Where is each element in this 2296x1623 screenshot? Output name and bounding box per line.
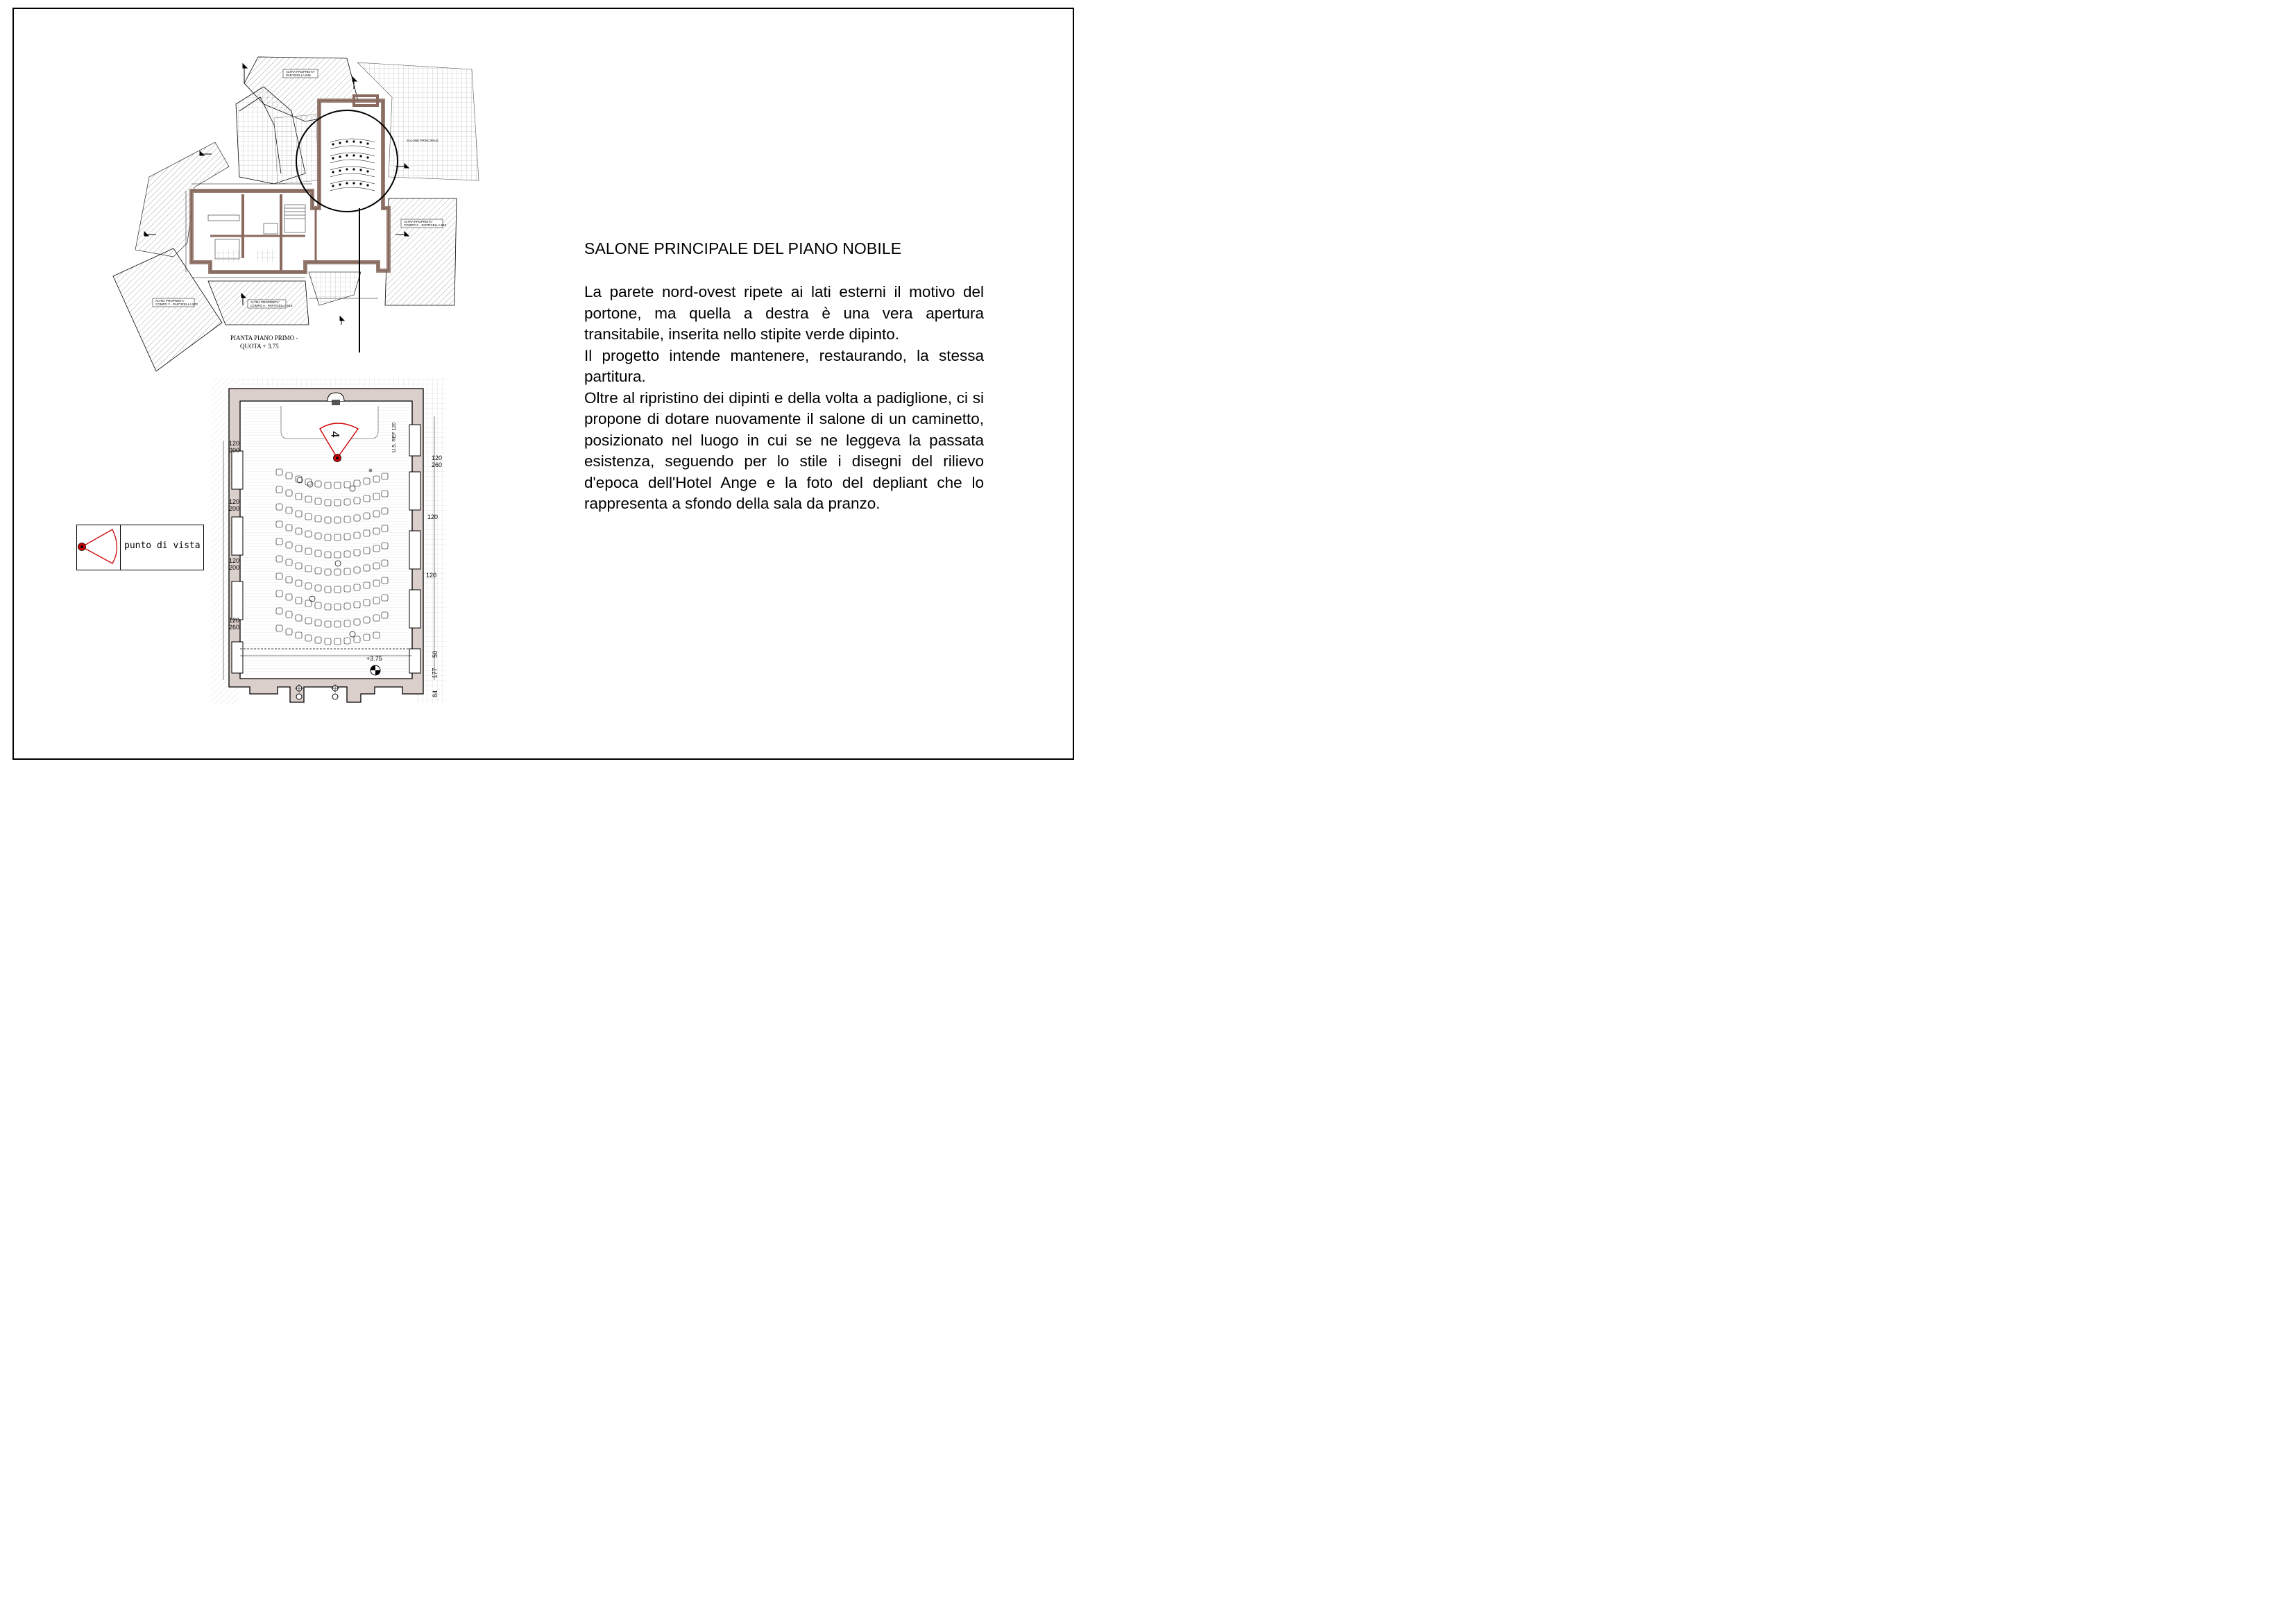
dim-left-2: 200 (229, 447, 240, 454)
plan-caption-line1: PIANTA PIANO PRIMO - (230, 334, 298, 341)
dim-bottom-right-2: 177 (431, 668, 439, 679)
label-comp-bm: COMPO A - PARTICELLA 518 (250, 304, 293, 307)
paragraph-1: La parete nord-ovest ripete ai lati esterni il motivo del portone, ma quella a destra è una vera apertura transitabile, inserita nello stipite verde dipinto. (584, 283, 984, 343)
dim-bottom-right-1: 50 (432, 650, 439, 658)
legend-label: punto di vista (124, 541, 201, 551)
dim-right-4: 120 (426, 572, 437, 579)
label-comp-bl: COMPO Y - PARTICELLA 973 (155, 303, 198, 306)
label-comp-right: COMPO C - PARTICELLA 518 (404, 223, 447, 227)
salone-detail-plan (212, 378, 445, 704)
label-particella-top: PARTICELLA 849 (286, 74, 311, 77)
property-right (385, 198, 457, 305)
label-altra-proprieta-right: ALTRA PROPRIETA' (404, 220, 433, 223)
label-altra-proprieta-bm: ALTRA PROPRIETA' (250, 300, 280, 304)
dim-left-7: 120 (229, 617, 240, 624)
dim-right-1: 120 (432, 454, 443, 461)
dim-right-2: 260 (432, 461, 443, 468)
plan-caption-line2: QUOTA + 3.75 (240, 343, 279, 350)
view-number: 4 (328, 431, 342, 438)
level-marker (371, 665, 380, 675)
property-bottom-left (113, 248, 222, 371)
dim-left-4: 200 (229, 505, 240, 512)
paragraph-3: Oltre al ripristino dei dipinti e della volta a padiglione, ci si propone di dotare nuovamente il salone di un caminetto, posizionato nel luogo in cui se ne leggeva la passata esistenza, seguendo per lo stile i disegni del rilievo d'epoca dell'Hotel Ange e la foto del depliant che lo rappresenta a sfondo della sala da pranzo. (584, 389, 984, 512)
section-title: SALONE PRINCIPALE DEL PIANO NOBILE (584, 239, 902, 257)
viewpoint-legend (76, 525, 204, 570)
description-block (584, 239, 984, 515)
dim-left-3: 120 (229, 498, 240, 505)
legend-divider (120, 525, 121, 570)
label-altra-proprieta-top: ALTRA PROPRIETA' (286, 70, 315, 74)
level-label: +3.75 (366, 655, 382, 662)
plan-caption (230, 334, 298, 350)
dim-right-3: 120 (427, 513, 439, 520)
dim-left-5: 120 (229, 557, 240, 564)
dim-left-8: 260 (229, 624, 240, 631)
dim-left-6: 200 (229, 564, 240, 571)
paragraph-2: Il progetto intende mantenere, restaurando, la stessa partitura. (584, 346, 984, 385)
site-plan (113, 57, 479, 371)
ref-label: U.S. REF 120 (392, 422, 397, 452)
dim-left-1: 120 (229, 440, 240, 447)
dim-bottom-right-3: 84 (432, 690, 439, 698)
label-salone-principale: SALONE PRINCIPALE (407, 139, 439, 142)
label-altra-proprieta-bl: ALTRA PROPRIETA' (155, 299, 185, 303)
